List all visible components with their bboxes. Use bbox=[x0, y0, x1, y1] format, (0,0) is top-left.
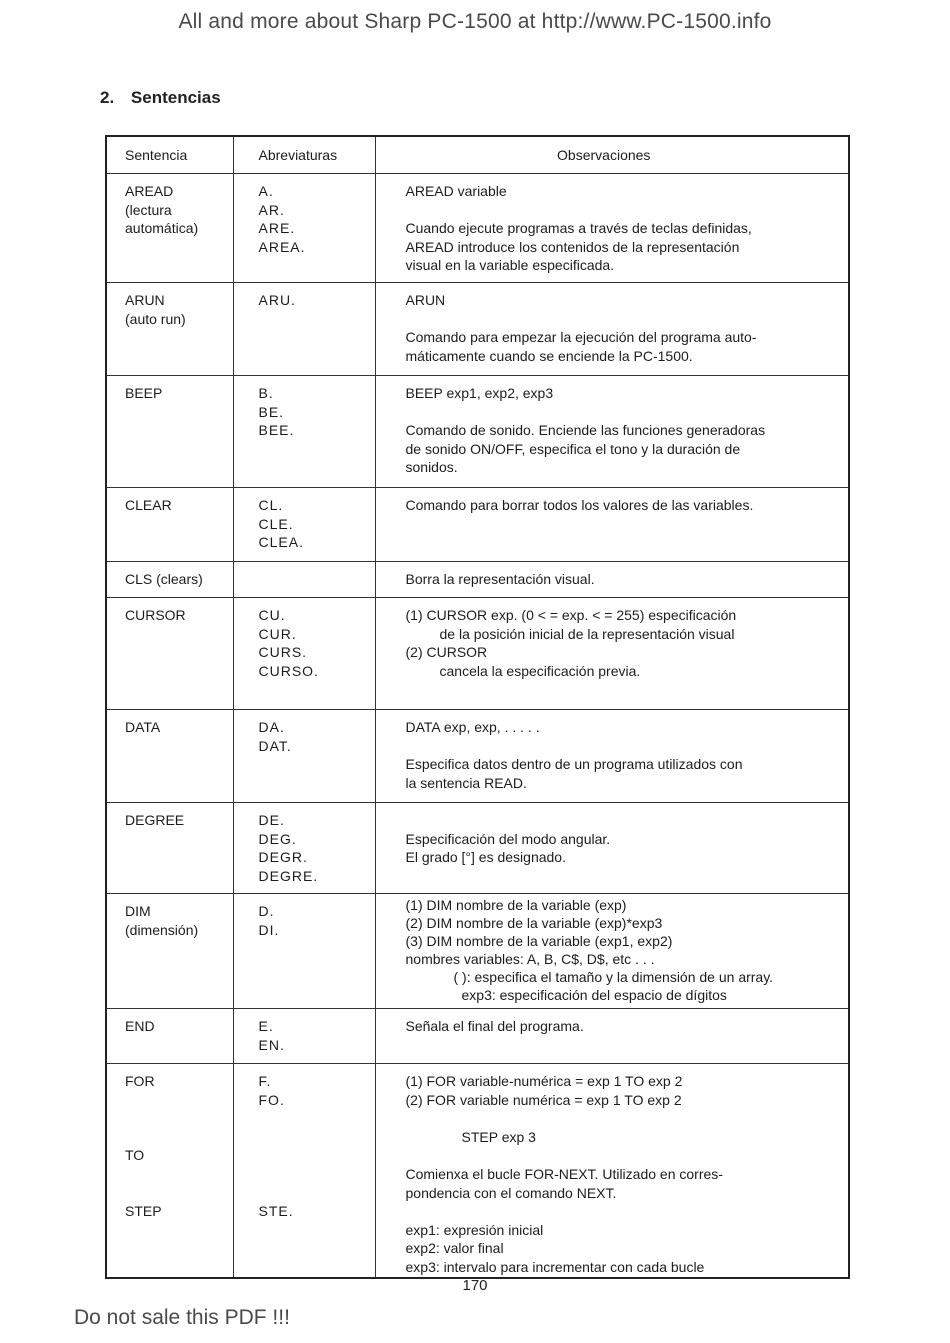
table-row bbox=[106, 562, 849, 598]
cell-abreviaturas bbox=[233, 894, 375, 1009]
sentencia-line: FOR bbox=[125, 1073, 155, 1089]
observation-line: exp3: especificación del espacio de dígitos bbox=[461, 987, 727, 1003]
observation-line: Comando de sonido. Enciende las funciones generadoras bbox=[405, 422, 766, 438]
abbreviation: DEGRE. bbox=[258, 867, 319, 884]
cell-sentencia bbox=[106, 894, 233, 1009]
observation-line bbox=[406, 737, 833, 756]
observation-line: exp2: valor final bbox=[405, 1240, 504, 1257]
abbreviation: CURS. bbox=[258, 644, 308, 660]
cell-observaciones bbox=[375, 894, 849, 1009]
table-row bbox=[106, 376, 849, 488]
observation-line bbox=[406, 310, 833, 329]
cell-abreviaturas bbox=[233, 710, 375, 803]
cell-sentencia bbox=[106, 283, 233, 376]
observation-line: STEP exp 3 bbox=[461, 1128, 536, 1145]
observation-line: cancela la especificación previa. bbox=[439, 662, 641, 679]
cell-sentencia bbox=[106, 803, 233, 894]
abbreviation: BEE. bbox=[258, 422, 295, 438]
cell-sentencia bbox=[106, 376, 233, 488]
observation-line: nombres variables: A, B, C$, D$, etc . . . bbox=[405, 951, 655, 967]
table-body bbox=[106, 174, 849, 1278]
sentencia-line: DATA bbox=[125, 719, 161, 735]
abbreviation: B. bbox=[258, 385, 274, 401]
observation-line: (2) FOR variable numérica = exp 1 TO exp 2 bbox=[405, 1091, 682, 1108]
observation-line: Especificación del modo angular. bbox=[405, 830, 611, 847]
observation-line: (2) DIM nombre de la variable (exp)*exp3 bbox=[405, 915, 663, 931]
abbreviation: STE. bbox=[258, 1203, 294, 1220]
observation-line: exp3: intervalo para incrementar con cada bucle bbox=[405, 1258, 705, 1275]
sentencia-line: automática) bbox=[125, 220, 199, 236]
sentencia-line: (lectura bbox=[125, 201, 172, 218]
abbreviation: DE. bbox=[258, 812, 285, 828]
observation-line: ( ): especifica el tamaño y la dimensión de un array. bbox=[453, 969, 774, 985]
cell-observaciones bbox=[375, 803, 849, 894]
sentencia-line: BEEP bbox=[125, 385, 163, 401]
cell-observaciones bbox=[375, 488, 849, 562]
abbreviation: CLE. bbox=[258, 515, 294, 532]
sentencia-line bbox=[125, 1184, 233, 1203]
sentencia-line: CURSOR bbox=[125, 607, 186, 623]
cell-abreviaturas bbox=[233, 562, 375, 598]
abbreviation bbox=[259, 1165, 375, 1184]
abbreviation bbox=[259, 1128, 375, 1147]
cell-observaciones bbox=[375, 710, 849, 803]
observation-line bbox=[406, 1109, 833, 1128]
abbreviation: CURSO. bbox=[258, 662, 319, 679]
cell-observaciones bbox=[375, 1064, 849, 1278]
observation-line: Borra la representación visual. bbox=[405, 571, 595, 587]
cell-sentencia bbox=[106, 1064, 233, 1278]
observation-line: máticamente cuando se enciende la PC-1500. bbox=[405, 347, 693, 364]
abbreviation: A. bbox=[258, 183, 274, 199]
sentencia-line bbox=[125, 1165, 233, 1184]
table-row bbox=[106, 174, 849, 283]
observation-line: (1) FOR variable-numérica = exp 1 TO exp 2 bbox=[405, 1073, 683, 1089]
observation-line: exp1: expresión inicial bbox=[405, 1221, 544, 1238]
cell-sentencia bbox=[106, 710, 233, 803]
table-row bbox=[106, 488, 849, 562]
column-header-sentencia: Sentencia bbox=[106, 136, 233, 174]
sentencia-line: END bbox=[125, 1018, 155, 1034]
column-header-observaciones: Observaciones bbox=[375, 136, 849, 174]
observation-line: AREAD introduce los contenidos de la representación bbox=[405, 238, 740, 255]
cell-observaciones bbox=[375, 283, 849, 376]
observation-line: Comando para borrar todos los valores de las variables. bbox=[405, 497, 754, 513]
statements-table bbox=[105, 135, 850, 1279]
abbreviation: CUR. bbox=[258, 625, 297, 642]
cell-sentencia bbox=[106, 488, 233, 562]
sentencia-line: STEP bbox=[125, 1203, 162, 1220]
abbreviation: DAT. bbox=[258, 737, 292, 754]
observation-line: Especifica datos dentro de un programa utilizados con bbox=[405, 756, 743, 772]
sentencia-line: (auto run) bbox=[125, 310, 186, 327]
abbreviation bbox=[259, 1146, 375, 1165]
observation-line bbox=[406, 1202, 833, 1221]
cell-observaciones bbox=[375, 1009, 849, 1064]
cell-abreviaturas bbox=[233, 803, 375, 894]
cell-observaciones bbox=[375, 562, 849, 598]
table-row bbox=[106, 598, 849, 710]
sentencia-line: CLEAR bbox=[125, 497, 172, 513]
observation-line: Cuando ejecute programas a través de teclas definidas, bbox=[405, 220, 752, 236]
page-number: 170 bbox=[462, 1277, 488, 1294]
observation-line: Comando para empezar la ejecución del programa auto- bbox=[405, 329, 757, 345]
cell-sentencia bbox=[106, 598, 233, 710]
cell-abreviaturas bbox=[233, 488, 375, 562]
observation-line: (1) DIM nombre de la variable (exp) bbox=[405, 897, 627, 913]
sentencia-line bbox=[125, 1109, 233, 1128]
abbreviation: FO. bbox=[258, 1091, 285, 1108]
cell-abreviaturas bbox=[233, 376, 375, 488]
abbreviation: ARU. bbox=[258, 292, 296, 308]
sentencia-line: DEGREE bbox=[125, 812, 185, 828]
abbreviation: AR. bbox=[258, 201, 285, 218]
observation-line bbox=[406, 403, 833, 422]
sentencia-line: TO bbox=[125, 1147, 145, 1164]
observation-line: (3) DIM nombre de la variable (exp1, exp2) bbox=[405, 933, 673, 949]
observation-line: de la posición inicial de la representación visual bbox=[439, 625, 735, 642]
sentencia-line: (dimensión) bbox=[125, 921, 199, 938]
column-header-abreviaturas: Abreviaturas bbox=[233, 136, 375, 174]
cell-sentencia bbox=[106, 174, 233, 283]
abbreviation: CU. bbox=[258, 607, 286, 623]
observation-line: El grado [°] es designado. bbox=[405, 849, 566, 865]
abbreviation: D. bbox=[258, 903, 275, 919]
sentencia-line: DIM bbox=[125, 903, 151, 919]
observation-line: Comienxa el bucle FOR-NEXT. Utilizado en corres- bbox=[405, 1165, 723, 1182]
sentencia-line bbox=[125, 1128, 233, 1147]
observation-line: DATA exp, exp, . . . . . bbox=[405, 719, 540, 735]
section-title-text: Sentencias bbox=[130, 88, 221, 107]
page-header: All and more about Sharp PC-1500 at http://www.PC-1500.info bbox=[178, 10, 772, 33]
sentencia-line: AREAD bbox=[125, 183, 174, 199]
observation-line: AREAD variable bbox=[405, 183, 507, 199]
abbreviation: CL. bbox=[258, 497, 284, 513]
abbreviation: AREA. bbox=[258, 238, 306, 255]
abbreviation bbox=[259, 1184, 375, 1203]
abbreviation: EN. bbox=[258, 1036, 285, 1053]
section-title bbox=[100, 88, 221, 108]
abbreviation: DA. bbox=[258, 719, 285, 735]
observation-line: ARUN bbox=[405, 292, 446, 308]
observation-line bbox=[406, 201, 833, 220]
observation-line: (1) CURSOR exp. (0 < = exp. < = 255) especificación bbox=[405, 607, 737, 623]
cell-observaciones bbox=[375, 598, 849, 710]
abbreviation bbox=[259, 1109, 375, 1128]
footer-note: Do not sale this PDF !!! bbox=[74, 1306, 290, 1329]
table-row bbox=[106, 283, 849, 376]
abbreviation: F. bbox=[258, 1073, 272, 1089]
cell-abreviaturas bbox=[233, 598, 375, 710]
cell-sentencia bbox=[106, 562, 233, 598]
observation-line: de sonido ON/OFF, especifica el tono y la duración de bbox=[405, 440, 741, 457]
sentencia-line bbox=[125, 1091, 233, 1110]
table-row bbox=[106, 1064, 849, 1278]
table-row bbox=[106, 1009, 849, 1064]
cell-observaciones bbox=[375, 174, 849, 283]
observation-line: la sentencia READ. bbox=[405, 774, 527, 791]
table-row bbox=[106, 803, 849, 894]
observation-line: pondencia con el comando NEXT. bbox=[405, 1184, 617, 1201]
observation-line: sonidos. bbox=[405, 459, 458, 475]
abbreviation: DI. bbox=[258, 921, 280, 938]
abbreviation: BE. bbox=[258, 403, 285, 420]
sentencia-line: ARUN bbox=[125, 292, 165, 308]
cell-abreviaturas bbox=[233, 174, 375, 283]
cell-abreviaturas bbox=[233, 1064, 375, 1278]
sentencia-line: CLS (clears) bbox=[125, 571, 203, 587]
observation-line bbox=[406, 1146, 833, 1165]
abbreviation: DEG. bbox=[258, 830, 297, 847]
cell-abreviaturas bbox=[233, 283, 375, 376]
section-number: 2. bbox=[100, 88, 115, 107]
table-header-row bbox=[106, 136, 849, 174]
observation-line: Señala el final del programa. bbox=[405, 1018, 584, 1034]
observation-line: (2) CURSOR bbox=[405, 644, 488, 660]
cell-observaciones bbox=[375, 376, 849, 488]
table-row bbox=[106, 894, 849, 1009]
abbreviation: DEGR. bbox=[258, 849, 308, 865]
abbreviation: ARE. bbox=[258, 220, 296, 236]
observation-line: visual en la variable especificada. bbox=[405, 257, 615, 273]
cell-sentencia bbox=[106, 1009, 233, 1064]
observation-line bbox=[406, 811, 833, 830]
cell-abreviaturas bbox=[233, 1009, 375, 1064]
observation-line: BEEP exp1, exp2, exp3 bbox=[405, 385, 554, 401]
table-row bbox=[106, 710, 849, 803]
abbreviation: E. bbox=[258, 1018, 274, 1034]
abbreviation: CLEA. bbox=[258, 534, 304, 550]
